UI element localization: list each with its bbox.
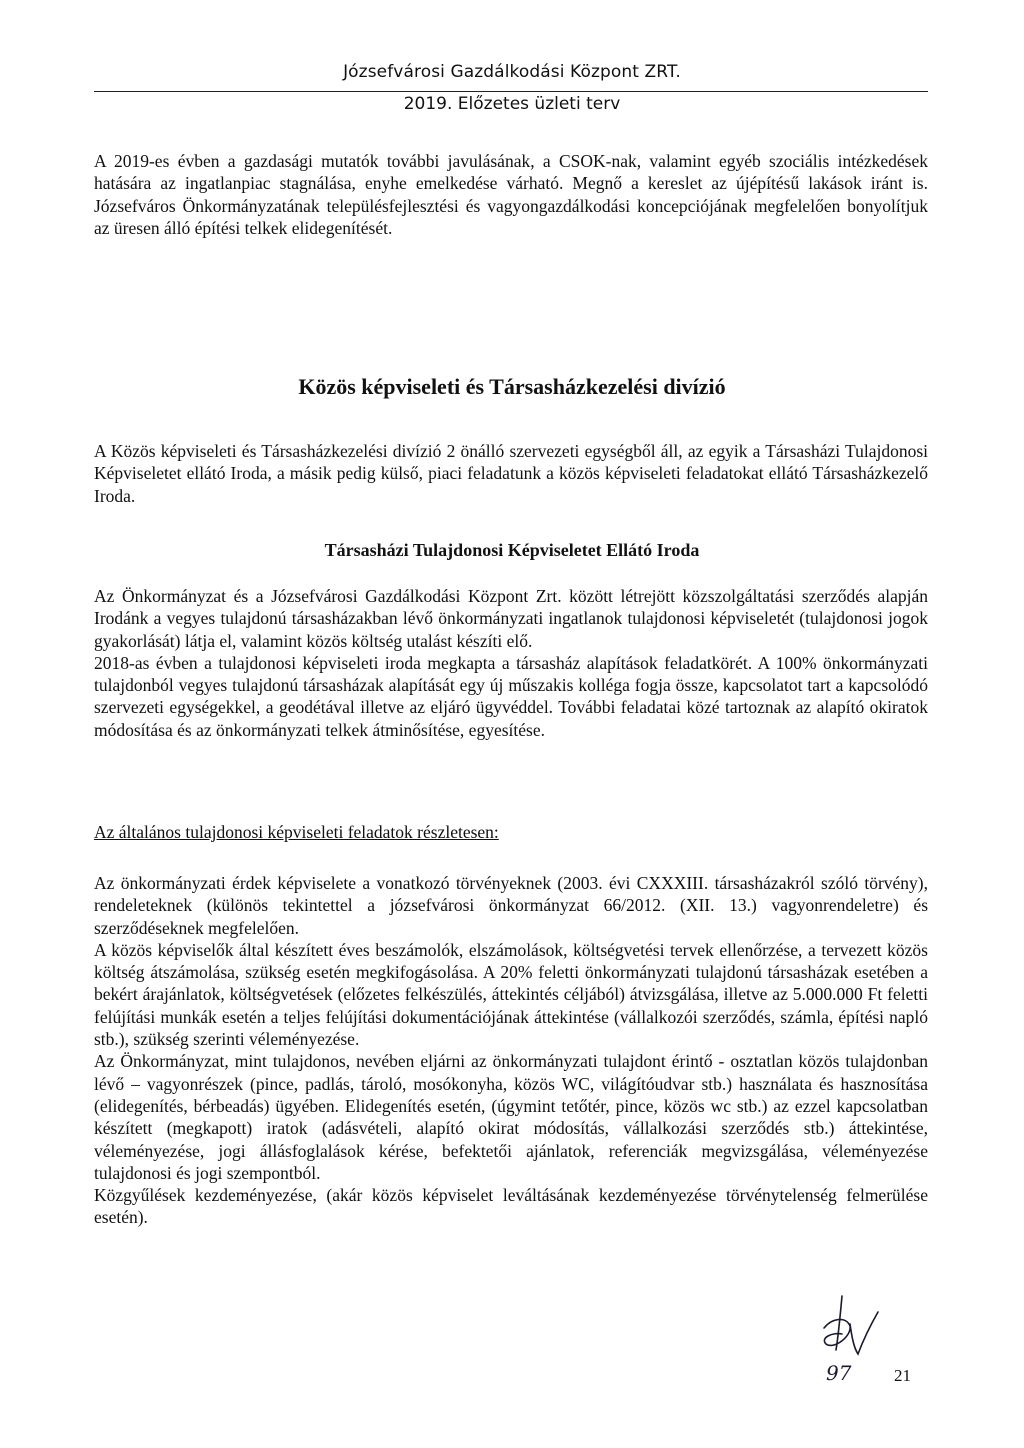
header-rule — [94, 91, 928, 92]
section-title: Közös képviseleti és Társasházkezelési divízió — [298, 374, 726, 399]
intro-text: A 2019-es évben a gazdasági mutatók további javulásának, a CSOK-nak, valamint egyéb szociális intézkedések hatására az ingatlanpiac stagnálása, enyhe emelkedése várható. Megnő a kereslet az újépítésű lakások iránt is. Józsefváros Önkormányzatának településfejlesztési és vagyongazdálkodási koncepciójának megfelelően bonyolítjuk az üresen álló építési telkek elidegenítését. — [94, 151, 928, 238]
handwritten-mark: 97 — [826, 1361, 852, 1385]
details-paragraph-4: Közgyűlések kezdeményezése, (akár közös képviselet leváltásának kezdeményezése törvénytelenség felmerülése esetén). — [94, 1185, 928, 1228]
subsection-paragraph-1: Az Önkormányzat és a Józsefvárosi Gazdálkodási Központ Zrt. között létrejött közszolgáltatási szerződés alapján Irodánk a vegyes tulajdonú társasházakban lévő önkormányzati ingatlanok tulajdonosi képviseletét (tulajdonosi jogok gyakorlását) látja el, valamint közös költség utalást készíti elő. — [94, 586, 928, 651]
section-intro-paragraph — [94, 440, 928, 507]
subsection-paragraph-2: 2018-as évben a tulajdonosi képviseleti iroda megkapta a társasház alapítások feladatkörét. A 100% önkormányzati tulajdonból vegyes tulajdonú társasházak alapítását egy új műszakis kolléga fogja össze, kapcsolatot tart a kapcsolódó szervezeti egységekkel, a geodétával illetve az eljáró ügyvéddel. További feladatai közé tartoznak az alapító okiratok módosítása és az önkormányzati telkek átminősítése, egyesítése. — [94, 652, 928, 740]
intro-paragraph — [94, 150, 928, 239]
details-paragraph-2: A közös képviselők által készített éves beszámolók, elszámolások, költségvetési tervek ellenőrzése, a tervezett közös költség átszámolása, szükség esetén megkifogásolása. A 20% feletti önkormányzati tulajdonú társasházak esetében a bekért árajánlatok, költségvetések (előzetes felkészülés, áttekintés céljából) átvizsgálása, illetve az 5.000.000 Ft feletti felújítási munkák esetén a teljes felújítási dokumentációjának áttekintése (vállalkozói szerződés, számla, építési napló stb.), szükség szerinti véleményezése. — [94, 939, 928, 1050]
page-number: 21 — [894, 1366, 911, 1385]
subsection-title: Társasházi Tulajdonosi Képviseletet Ellátó Iroda — [324, 540, 700, 560]
section-intro-text: A Közös képviseleti és Társasházkezelési divízió 2 önálló szervezeti egységből áll, az egyik a Társasházi Tulajdonosi Képviseletet ellátó Iroda, a másik pedig külső, piaci feladatunk a közös képviseleti feladatokat ellátó Társasházkezelő Iroda. — [94, 441, 928, 506]
header-subtitle: 2019. Előzetes üzleti terv — [403, 94, 621, 114]
subsection-body — [94, 585, 928, 741]
handwritten-signature-icon — [812, 1288, 902, 1398]
details-paragraph-3: Az Önkormányzat, mint tulajdonos, nevében eljárni az önkormányzati tulajdont érintő - osztatlan közös tulajdonban lévő – vagyonrészek (pince, padlás, tároló, mosókonyha, közös WC, világítóudvar stb.) használata és hasznosítása (elidegenítés, bérbeadás) ügyében. Elidegenítés esetén, (úgymint tetőtér, pince, közös wc stb.) az ezzel kapcsolatban készített (megkapott) iratok (adásvételi, alapító okirat módosítás, vállalkozási szerződés stb.) áttekintése, véleményezése, jogi állásfoglalások kérése, befektetői ajánlatok, referenciák megvizsgálása, véleményezése tulajdonosi és jogi szempontból. — [94, 1051, 928, 1183]
header-company: Józsefvárosi Gazdálkodási Központ ZRT. — [343, 62, 681, 82]
details-paragraph-1: Az önkormányzati érdek képviselete a vonatkozó törvényeknek (2003. évi CXXXIII. társasházakról szóló törvény), rendeleteknek (különös tekintettel a józsefvárosi önkormányzat 66/2012. (XII. 13.) vagyonrendeletre) és szerződéseknek megfelelően. — [94, 873, 928, 938]
details-body — [94, 872, 928, 1229]
details-heading: Az általános tulajdonosi képviseleti feladatok részletesen: — [94, 822, 499, 842]
